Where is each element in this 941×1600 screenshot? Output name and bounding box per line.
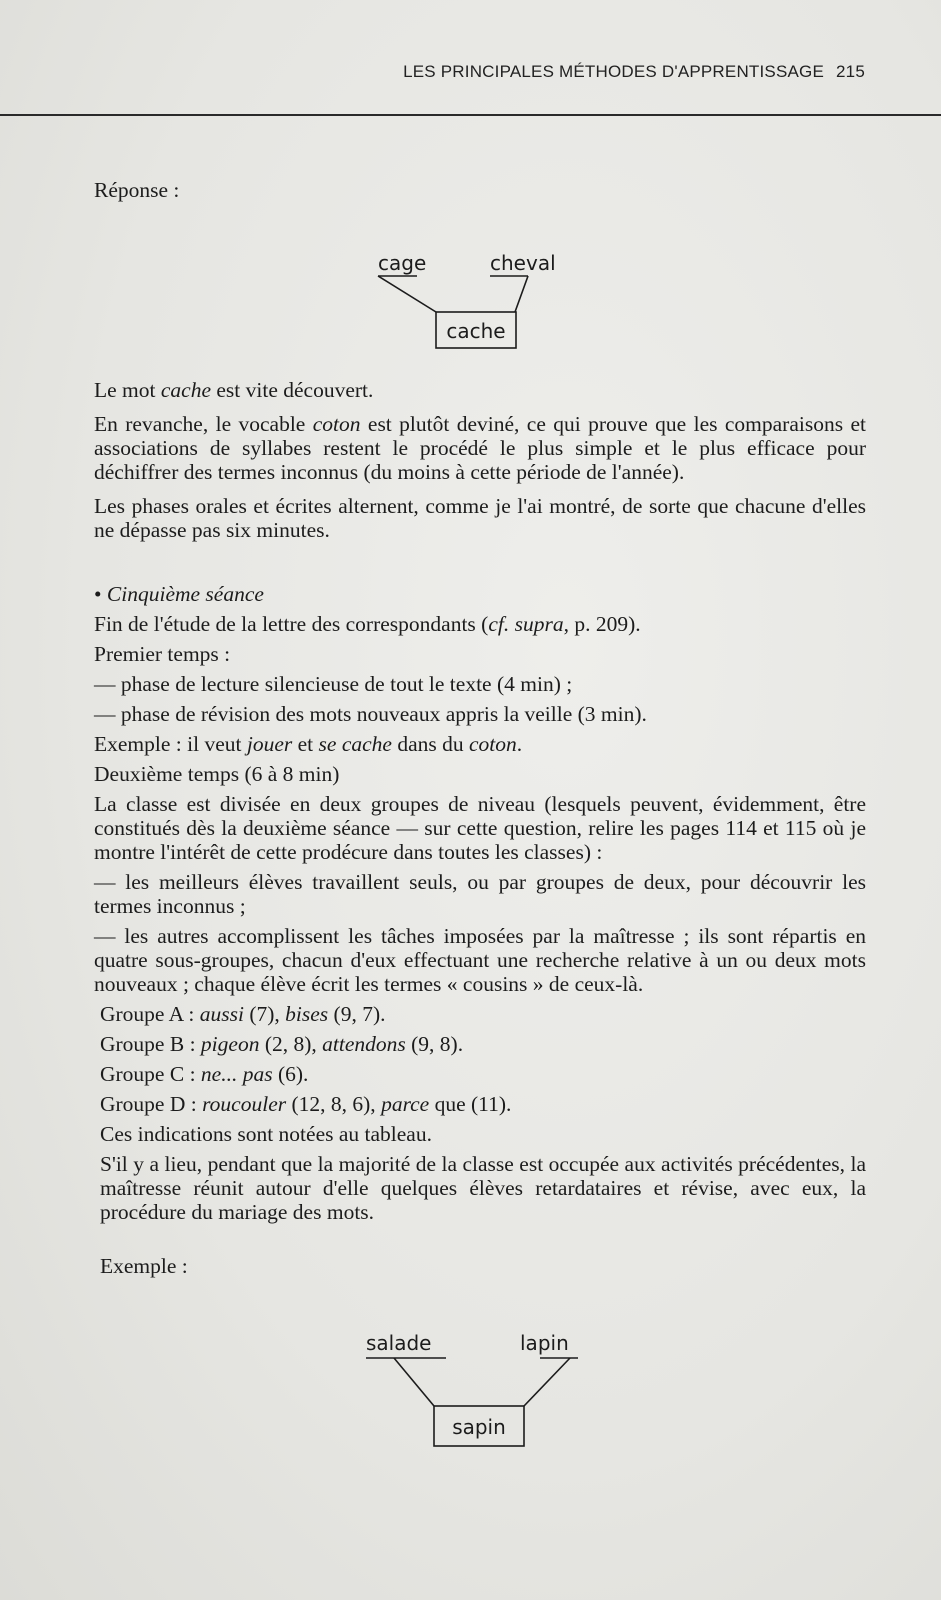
diagram-2-connector-right [524,1358,570,1406]
running-header [403,62,865,82]
paragraph-7: — phase de révision des mots nouveaux appris la veille (3 min). [94,702,647,726]
group-b-line: Groupe B : pigeon (2, 8), attendons (9, 8). [100,1032,464,1056]
paragraph-13: Ces indications sont notées au tableau. [100,1122,432,1146]
paragraph-6: — phase de lecture silencieuse de tout le texte (4 min) ; [94,672,573,696]
section-title: Cinquième séance [106,582,264,606]
paragraph-10: La classe est divisée en deux groupes de niveau (lesquels peuvent, évidemment, être constitués dès la deuxième séance — sur cette question, relire les pages 114 et 115 où je montre l'intérêt de cette prodécure dans toutes les classes) : [94,792,866,864]
page-number: 215 [836,62,865,81]
diagram-1-svg [94,202,866,372]
reponse-label: Réponse : [94,178,180,202]
diagram-2-svg [94,1278,866,1458]
diagram-1-connector-right [515,276,528,312]
paragraph-3: Les phases orales et écrites alternent, comme je l'ai montré, de sorte que chacune d'elles ne dépasse pas six minutes. [94,494,866,542]
bullet-icon: • [94,582,102,606]
paragraph-1: Le mot cache est vite découvert. [94,378,374,402]
diagram-1-connector-left [378,276,436,312]
paragraph-8: Exemple : il veut jouer et se cache dans du coton. [94,732,523,756]
diagram-2-connector-left [394,1358,434,1406]
diagram-1-word-left: cage [378,251,427,275]
paragraph-2: En revanche, le vocable coton est plutôt deviné, ce qui prouve que les comparaisons et associations de syllabes restent le procédé le plus simple et le plus efficace pour déchiffrer des termes inconnus (du moins à cette période de l'année). [94,412,866,484]
running-title: LES PRINCIPALES MÉTHODES D'APPRENTISSAGE [403,62,825,81]
diagram-2-result: sapin [452,1415,506,1439]
paragraph-12: — les autres accomplissent les tâches imposées par la maîtresse ; ils sont répartis en quatre sous-groupes, chacun d'eux effectuant une recherche relative à un ou deux mots nouveaux ; chaque élève écrit les termes « cousins » de ceux-là. [94,924,866,996]
diagram-2-word-left: salade [366,1331,432,1355]
paragraph-14: S'il y a lieu, pendant que la majorité de la classe est occupée aux activités précédentes, la maîtresse réunit autour d'elle quelques élèves retardataires et révise, avec eux, la procédure du mariage des mots. [100,1152,866,1224]
exemple-label: Exemple : [100,1254,188,1278]
group-c-line: Groupe C : ne... pas (6). [100,1062,309,1086]
group-a-line: Groupe A : aussi (7), bises (9, 7). [100,1002,386,1026]
diagram-1-result: cache [446,319,506,343]
header-rule [0,114,941,116]
group-d-line: Groupe D : roucouler (12, 8, 6), parce que (11). [100,1092,512,1116]
page-body [94,178,866,1458]
paragraph-5: Premier temps : [94,642,231,666]
paragraph-9: Deuxième temps (6 à 8 min) [94,762,340,786]
syllable-diagram-2 [94,1278,866,1458]
diagram-2-word-right: lapin [520,1331,569,1355]
diagram-1-word-right: cheval [490,251,556,275]
paragraph-4: Fin de l'étude de la lettre des correspondants (cf. supra, p. 209). [94,612,641,636]
syllable-diagram-1 [94,202,866,372]
paragraph-11: — les meilleurs élèves travaillent seuls, ou par groupes de deux, pour découvrir les termes inconnus ; [94,870,866,918]
section-heading [94,582,866,606]
